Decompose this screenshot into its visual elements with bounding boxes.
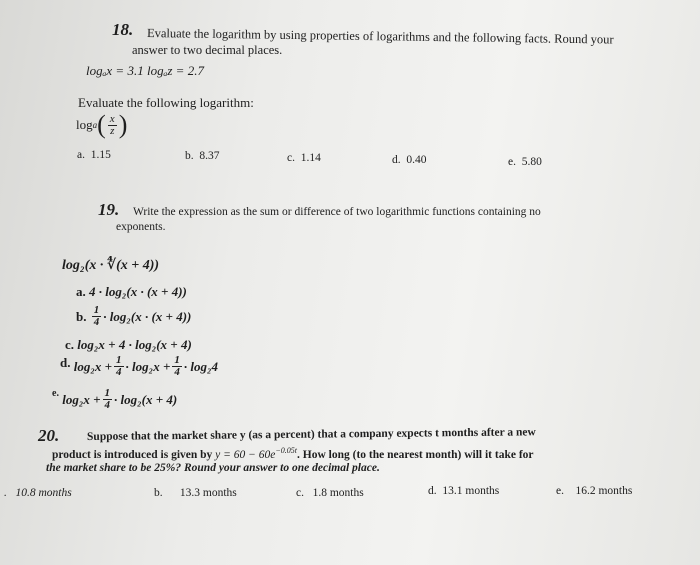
choice-text: · log₂(x · (x + 4)): [103, 308, 192, 324]
question-19-number: 19.: [98, 200, 120, 219]
question-20-choice-b[interactable]: [154, 487, 237, 499]
market-share-formula: [215, 446, 297, 461]
choice-label: d.: [392, 154, 401, 166]
question-19-prompt-line1: Write the expression as the sum or difference of two logarithmic functions containing no: [133, 206, 541, 218]
choice-coefficient: [92, 305, 102, 328]
fraction-numerator: x: [109, 112, 115, 125]
choice-coefficient-2: [172, 355, 182, 378]
question-18-choice-d[interactable]: [392, 154, 427, 166]
question-18-choice-b[interactable]: [185, 150, 220, 162]
coef-numerator: 1: [93, 304, 100, 316]
question-19-choice-e[interactable]: [52, 388, 177, 411]
choice-part1: log₂x +: [62, 391, 101, 407]
bullet-icon: .: [4, 487, 7, 499]
question-18-expression: [76, 112, 127, 138]
choice-label: b.: [154, 487, 163, 499]
choice-part2: · log₂(x + 4): [114, 391, 178, 407]
choice-part2: · log₂x +: [125, 358, 171, 374]
formula-text: y = 60 − 60e: [215, 448, 276, 461]
question-18-prompt-line2: answer to two decimal places.: [132, 43, 283, 57]
left-paren-icon: (: [97, 110, 106, 139]
question-20-choice-a[interactable]: [4, 487, 72, 499]
coef-denominator: 4: [116, 366, 122, 378]
line2-text: product is introduced is given by: [52, 448, 213, 461]
choice-value: 16.2 months: [575, 485, 633, 497]
choice-part1: log₂x +: [73, 358, 113, 374]
choice-text: log₂x + 4 · log₂(x + 4): [77, 337, 192, 352]
coef-denominator: 4: [174, 366, 180, 378]
log-text: log: [76, 117, 93, 132]
log-base: a: [92, 120, 98, 130]
choice-value: 5.80: [521, 156, 542, 168]
question-18-facts: logₐx = 3.1 logₐz = 2.7: [86, 63, 204, 78]
question-20-choice-e[interactable]: [556, 485, 632, 497]
choice-value: 13.1 months: [442, 485, 500, 497]
choice-value: 10.8 months: [15, 487, 72, 499]
line2-text-end: . How long (to the nearest month) will it take for: [297, 448, 534, 461]
question-20-line2: [52, 446, 534, 461]
question-20-line1: Suppose that the market share y (as a percent) that a company expects t months after a new: [86, 426, 536, 443]
choice-value: 1.14: [300, 152, 321, 164]
fraction-denominator: z: [110, 124, 115, 137]
choice-label: a.: [76, 284, 86, 299]
question-19-expression: log₂(x · ∜(x + 4)): [62, 258, 160, 273]
question-20-choice-c[interactable]: [296, 487, 364, 499]
question-18-choice-c[interactable]: [287, 152, 321, 164]
choice-label: c.: [287, 152, 295, 164]
choice-label: e.: [52, 388, 59, 399]
choice-label: b.: [185, 150, 194, 162]
coef-denominator: 4: [104, 399, 111, 411]
choice-value: 1.15: [90, 149, 111, 161]
question-19-choice-a[interactable]: [76, 284, 187, 300]
choice-text: 4 · log₂(x · (x + 4)): [89, 284, 187, 299]
question-18-instruction: Evaluate the following logarithm:: [78, 95, 254, 110]
choice-label: c.: [296, 487, 304, 499]
choice-label: a.: [77, 149, 85, 161]
question-20-choice-d[interactable]: [428, 485, 499, 497]
choice-coefficient-1: [114, 355, 124, 378]
question-18-choice-e[interactable]: [508, 156, 542, 168]
right-paren-icon: ): [118, 110, 128, 139]
choice-label: d.: [428, 485, 437, 497]
question-19-choice-b[interactable]: [76, 305, 191, 328]
expression-fraction: [108, 114, 117, 137]
coef-denominator: 4: [93, 316, 100, 328]
choice-coefficient: [103, 388, 113, 411]
question-18-prompt-line1: Evaluate the logarithm by using properties of logarithms and the following facts. Round your: [146, 26, 614, 47]
choice-value: 0.40: [406, 154, 427, 166]
coef-numerator: 1: [116, 354, 122, 366]
question-20-line3: the market share to be 25%? Round your answer to one decimal place.: [46, 462, 380, 474]
coef-numerator: 1: [174, 354, 180, 366]
question-18-choice-a[interactable]: [77, 149, 111, 161]
coef-numerator: 1: [104, 387, 111, 399]
question-20-number: 20.: [38, 426, 60, 445]
choice-value: 13.3 months: [179, 487, 237, 499]
choice-value: 1.8 months: [312, 487, 364, 499]
question-19-prompt-line2: exponents.: [116, 221, 166, 233]
choice-label: e.: [556, 485, 564, 497]
choice-value: 8.37: [199, 150, 220, 162]
question-19-choice-d[interactable]: [60, 355, 218, 378]
formula-exponent: −0.05t: [275, 446, 298, 455]
choice-label: d.: [60, 355, 71, 370]
choice-part3: · log₂4: [183, 358, 219, 374]
choice-label: c.: [65, 337, 75, 352]
choice-label: b.: [76, 308, 87, 324]
question-18-number: 18.: [112, 20, 134, 39]
choice-label: e.: [508, 156, 516, 168]
question-19-choice-c[interactable]: [65, 337, 192, 353]
